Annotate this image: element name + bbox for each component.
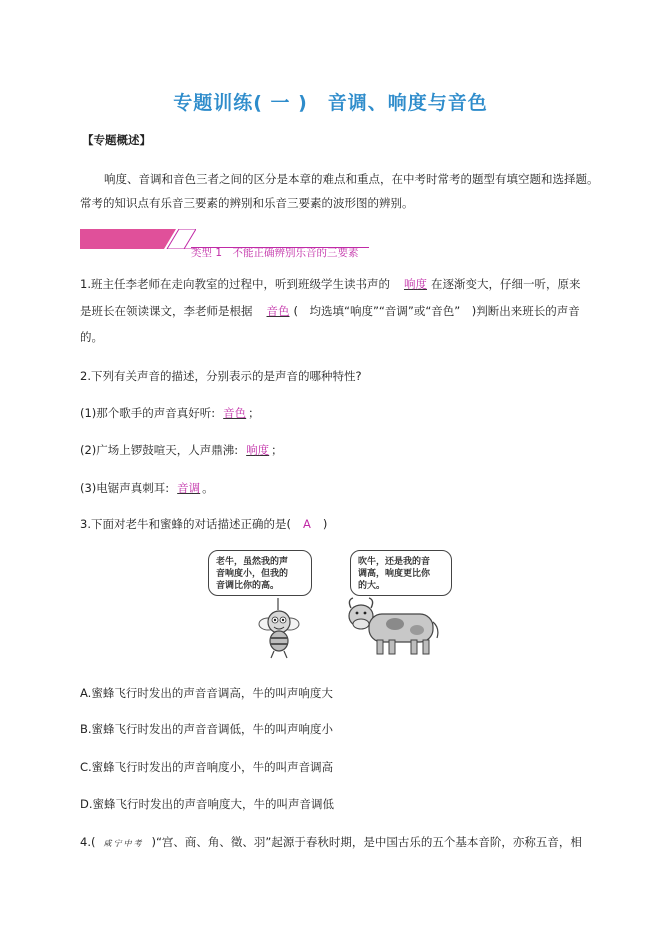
overview-paragraph-2: 常考的知识点有乐音三要素的辨别和乐音三要素的波形图的辨别。 — [80, 196, 414, 210]
cow-illustration — [345, 596, 441, 658]
q1-text-a: 1.班主任李老师在走向教室的过程中，听到班级学生读书声的 — [80, 277, 390, 291]
q2-item-1-answer: 音色 — [223, 406, 247, 420]
question-1-line-1 — [80, 277, 580, 291]
q2-item-3-answer: 音调 — [177, 481, 201, 495]
q1-text-d: ( 均选填“响度”“音调”或“音色” )判断出来班长的声音 — [293, 304, 580, 318]
question-2-item-1 — [80, 406, 260, 420]
question-4-stem — [80, 835, 582, 851]
question-2-item-3 — [80, 481, 214, 495]
cow-speech-line-1: 吹牛，还是我的音 — [358, 557, 431, 567]
type-banner-graphic — [80, 229, 196, 249]
page-title: 专题训练( 一 ) 音调、响度与音色 — [173, 92, 488, 114]
question-2-stem: 2.下列有关声音的描述，分别表示的是声音的哪种特性? — [80, 369, 362, 383]
q3-answer: A — [302, 517, 311, 531]
q2-item-2-text: (2)广场上锣鼓喧天，人声鼎沸: — [80, 443, 239, 457]
q4-source: 咸宁中考 — [103, 839, 144, 848]
q2-item-1-punct: ； — [248, 406, 260, 420]
q3-option-b: B.蜜蜂飞行时发出的声音音调低，牛的叫声响度小 — [80, 722, 334, 736]
q2-item-2-punct: ； — [271, 443, 283, 457]
q1-text-c: 是班长在领读课文，李老师是根据 — [80, 304, 253, 318]
q1-text-b: 在逐渐变大，仔细一听，原来 — [430, 277, 581, 291]
bee-speech-bubble — [208, 550, 312, 596]
q4-text: )“宫、商、角、徵、羽”起源于春秋时期，是中国古乐的五个基本音阶，亦称五音，相 — [151, 835, 582, 849]
q1-answer-1: 响度 — [403, 277, 427, 291]
q1-answer-2: 音色 — [266, 304, 290, 318]
q3-stem-close: ) — [322, 517, 328, 531]
cow-speech-line-2: 调高，响度更比你 — [358, 569, 431, 579]
q3-option-d: D.蜜蜂飞行时发出的声音响度大，牛的叫声音调低 — [80, 797, 335, 811]
question-2-item-2 — [80, 443, 283, 457]
overview-heading: 【专题概述】 — [82, 133, 151, 147]
bee-speech-line-2: 音响度小，但我的 — [216, 569, 289, 579]
q2-item-2-answer: 响度 — [246, 443, 270, 457]
q3-option-a: A.蜜蜂飞行时发出的声音音调高，牛的叫声响度大 — [80, 686, 333, 700]
bee-illustration — [250, 596, 310, 660]
bee-speech-line-1: 老牛，虽然我的声 — [216, 557, 289, 567]
q2-item-3-punct: 。 — [202, 481, 214, 495]
question-1-line-2 — [80, 304, 580, 318]
q3-option-c: C.蜜蜂飞行时发出的声音响度小，牛的叫声音调高 — [80, 760, 334, 774]
question-3-stem — [80, 517, 327, 531]
cow-speech-line-3: 的大。 — [358, 581, 386, 591]
cow-speech-bubble — [350, 550, 452, 596]
q3-stem-text: 3.下面对老牛和蜜蜂的对话描述正确的是( — [80, 517, 291, 531]
bee-speech-line-3: 音调比你的高。 — [216, 581, 280, 591]
q2-item-3-text: (3)电锯声真刺耳: — [80, 481, 170, 495]
q2-item-1-text: (1)那个歌手的声音真好听: — [80, 406, 216, 420]
question-1-line-3: 的。 — [80, 330, 103, 344]
q4-prefix: 4.( — [80, 835, 96, 849]
type-1-label: 类型 1 不能正确辨别乐音的三要素 — [191, 247, 359, 259]
overview-paragraph-1: 响度、音调和音色三者之间的区分是本章的难点和重点，在中考时常考的题型有填空题和选择题。 — [104, 172, 599, 186]
